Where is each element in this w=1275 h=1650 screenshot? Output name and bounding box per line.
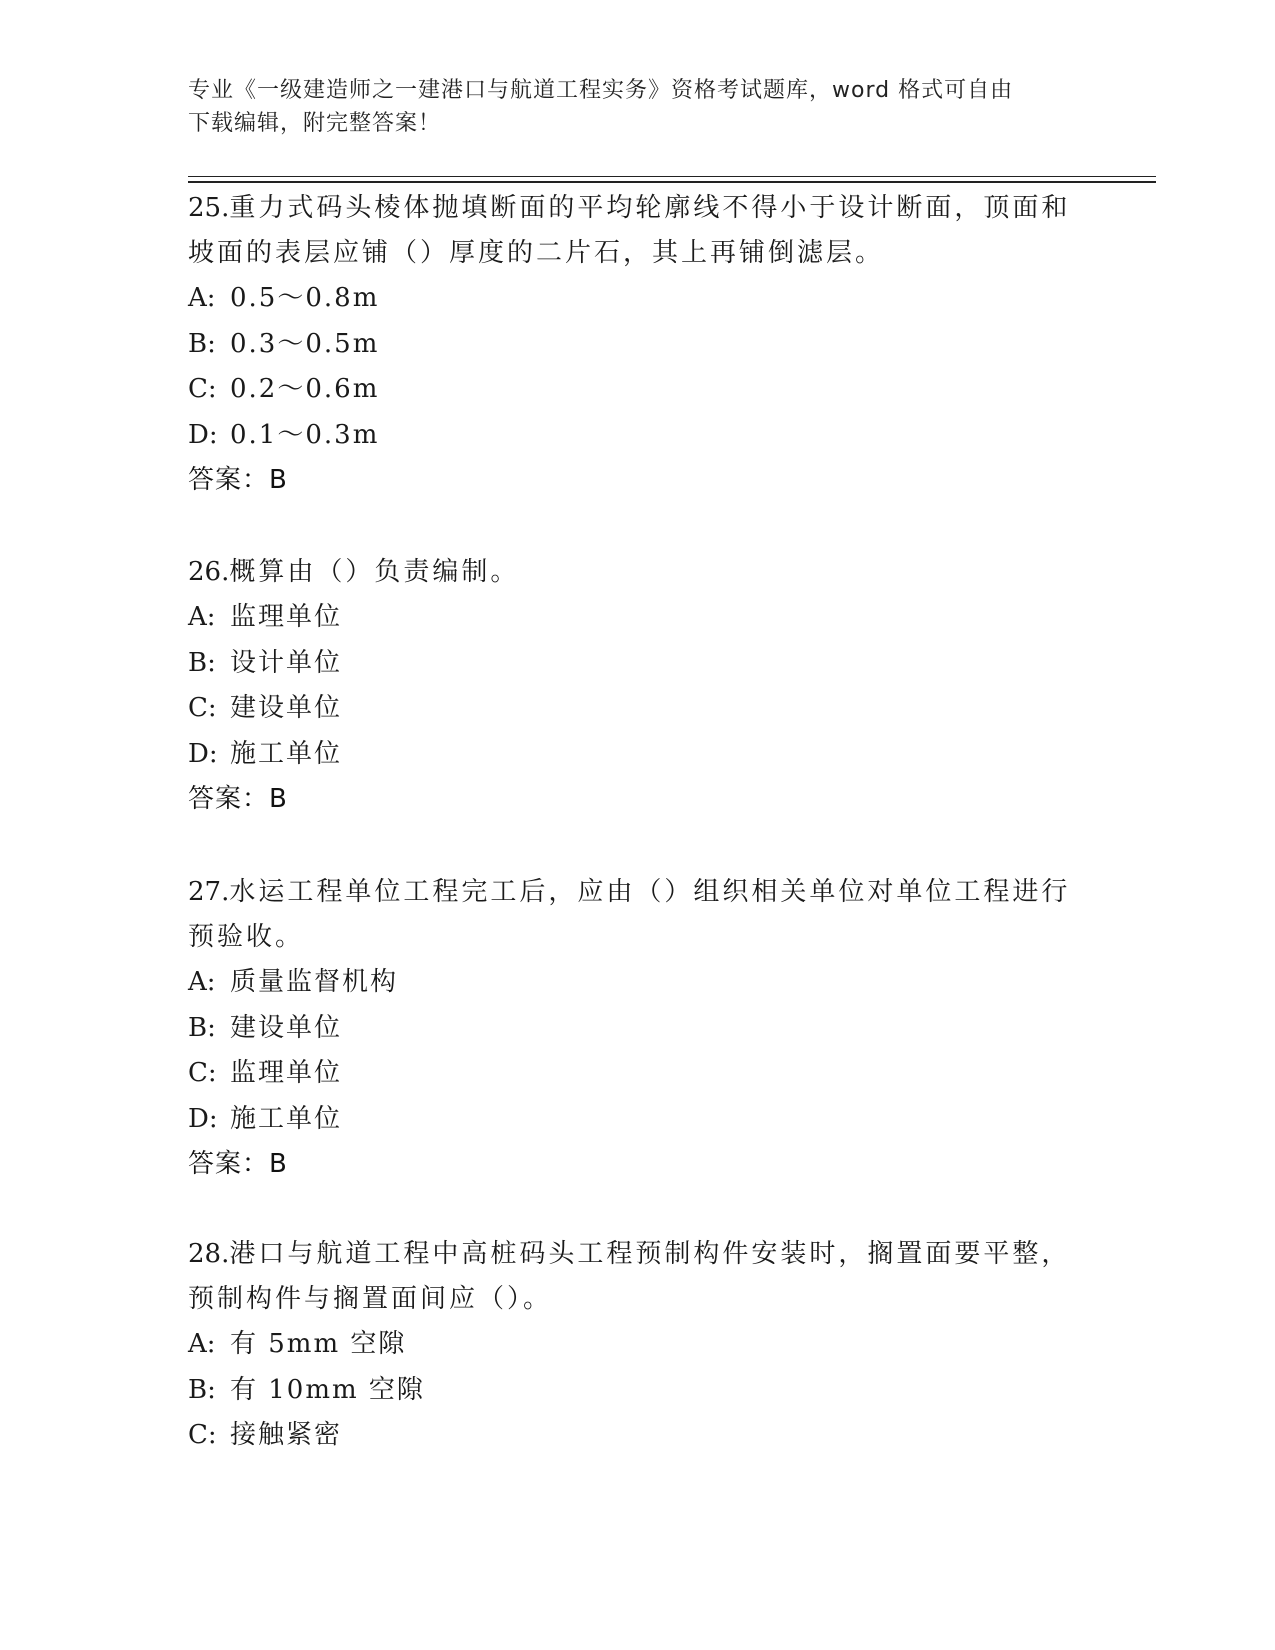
question-number: 28. bbox=[188, 1239, 230, 1269]
option-c bbox=[188, 1413, 1088, 1459]
option-letter: A: bbox=[188, 283, 216, 313]
question-number: 27. bbox=[188, 877, 230, 907]
question-text-line-1: 概算由（）负责编制。 bbox=[229, 557, 520, 587]
option-text: 0.3～0.5m bbox=[230, 328, 380, 359]
option-b bbox=[188, 641, 1088, 687]
option-c bbox=[188, 367, 1088, 413]
option-text: 有 10mm 空隙 bbox=[230, 1374, 425, 1405]
option-d bbox=[188, 413, 1088, 459]
option-text: 监理单位 bbox=[230, 1058, 343, 1088]
option-c bbox=[188, 1051, 1088, 1097]
answer-line: 答案：B bbox=[188, 784, 288, 814]
answer-line: 答案：B bbox=[188, 465, 288, 495]
option-letter: B: bbox=[188, 1012, 216, 1043]
question-text-line-2: 坡面的表层应铺（）厚度的二片石，其上再铺倒滤层。 bbox=[188, 238, 885, 268]
option-a bbox=[188, 595, 1088, 641]
option-a bbox=[188, 1322, 1088, 1368]
option-text: 施工单位 bbox=[230, 1103, 343, 1134]
option-letter: D: bbox=[188, 419, 218, 450]
option-c bbox=[188, 686, 1088, 732]
option-letter: C: bbox=[188, 1420, 217, 1450]
question-number: 26. bbox=[188, 557, 230, 587]
option-text: 有 5mm 空隙 bbox=[230, 1329, 407, 1359]
question-text-line-2: 预制构件与搁置面间应（）。 bbox=[188, 1284, 553, 1314]
header-divider-thin bbox=[188, 176, 1156, 177]
option-b bbox=[188, 322, 1088, 368]
question-26 bbox=[188, 550, 1088, 822]
question-text-line-1: 港口与航道工程中高桩码头工程预制构件安装时，搁置面要平整， bbox=[229, 1239, 1071, 1269]
option-b bbox=[188, 1368, 1088, 1414]
option-letter: B: bbox=[188, 647, 216, 678]
question-27 bbox=[188, 870, 1088, 1187]
question-stem bbox=[188, 550, 1088, 595]
header-line-1: 专业《一级建造师之一建港口与航道工程实务》资格考试题库，word 格式可自由 bbox=[188, 78, 1014, 103]
option-letter: C: bbox=[188, 693, 217, 723]
question-28 bbox=[188, 1232, 1088, 1459]
option-letter: A: bbox=[188, 1329, 216, 1359]
question-text-line-1: 重力式码头棱体抛填断面的平均轮廓线不得小于设计断面，顶面和 bbox=[229, 193, 1071, 223]
question-stem bbox=[188, 1232, 1088, 1277]
option-letter: C: bbox=[188, 374, 217, 404]
question-stem bbox=[188, 870, 1088, 915]
answer-line: 答案：B bbox=[188, 1149, 288, 1179]
question-25 bbox=[188, 186, 1088, 503]
option-text: 0.1～0.3m bbox=[230, 419, 380, 450]
option-text: 监理单位 bbox=[230, 602, 343, 632]
option-letter: D: bbox=[188, 738, 218, 769]
option-text: 0.2～0.6m bbox=[230, 374, 380, 404]
question-number: 25. bbox=[188, 193, 230, 223]
option-text: 接触紧密 bbox=[230, 1420, 343, 1450]
option-letter: B: bbox=[188, 1374, 216, 1405]
option-d bbox=[188, 1097, 1088, 1143]
option-a bbox=[188, 960, 1088, 1006]
question-text-line-1: 水运工程单位工程完工后，应由（）组织相关单位对单位工程进行 bbox=[229, 877, 1071, 907]
document-header bbox=[188, 74, 1068, 140]
option-letter: C: bbox=[188, 1058, 217, 1088]
option-text: 施工单位 bbox=[230, 738, 343, 769]
question-text-line-2: 预验收。 bbox=[188, 922, 305, 952]
option-d bbox=[188, 732, 1088, 778]
header-divider-thick bbox=[188, 181, 1156, 183]
option-text: 0.5～0.8m bbox=[230, 283, 380, 313]
option-a bbox=[188, 276, 1088, 322]
option-letter: D: bbox=[188, 1103, 218, 1134]
option-letter: B: bbox=[188, 328, 216, 359]
option-b bbox=[188, 1006, 1088, 1052]
option-text: 建设单位 bbox=[230, 693, 343, 723]
option-text: 设计单位 bbox=[230, 647, 343, 678]
question-stem bbox=[188, 186, 1088, 231]
option-text: 建设单位 bbox=[230, 1012, 343, 1043]
header-line-2: 下载编辑，附完整答案！ bbox=[188, 111, 442, 136]
option-text: 质量监督机构 bbox=[230, 967, 399, 997]
option-letter: A: bbox=[188, 602, 216, 632]
option-letter: A: bbox=[188, 967, 216, 997]
